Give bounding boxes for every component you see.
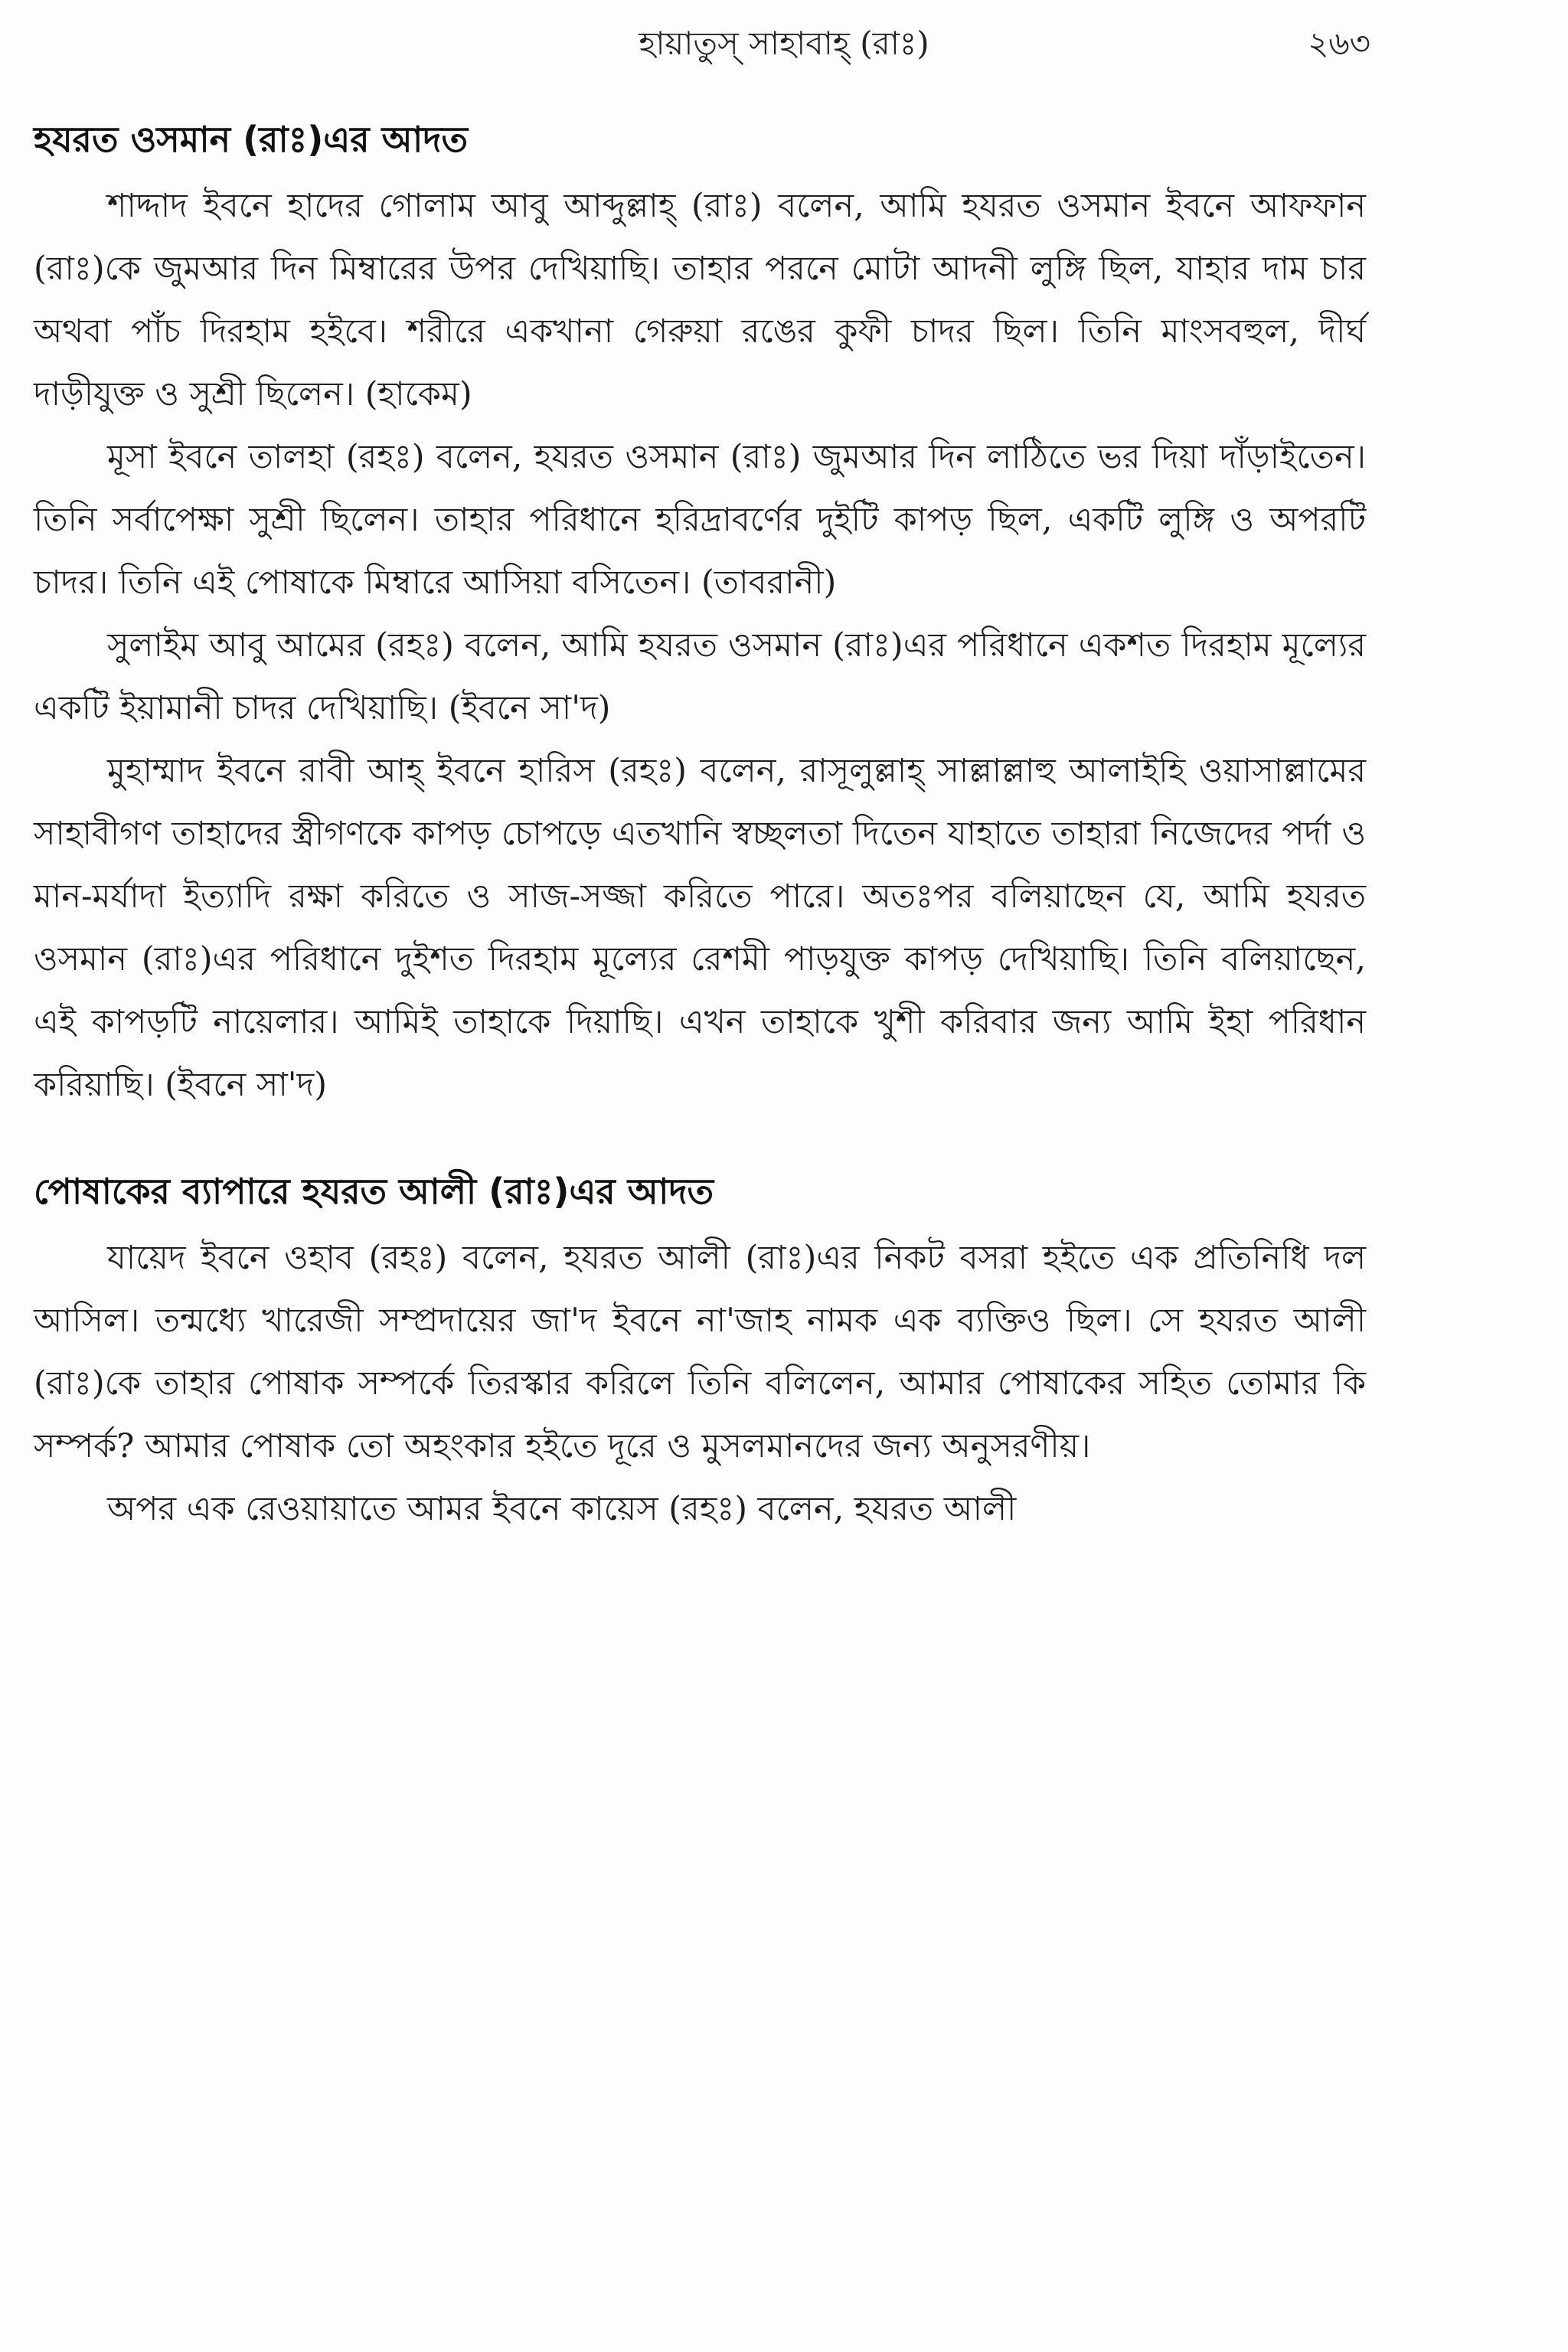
paragraph: মুহাম্মাদ ইবনে রাবী আহ্ ইবনে হারিস (রহঃ) বলেন, রাসূলুল্লাহ্ সাল্লাল্লাহু আলাইহি ওয়াসাল্লামের সাহাবীগণ তাহাদের স্ত্রীগণকে কাপড় চোপড়ে এতখানি স্বচ্ছলতা দিতেন যাহাতে তাহারা নিজেদের পর্দা ও মান-মর্যাদা ইত্যাদি রক্ষা করিতে ও সাজ-সজ্জা করিতে পারে। অতঃপর বলিয়াছেন যে, আমি হযরত ওসমান (রাঃ)এর পরিধানে দুইশত দিরহাম মূল্যের রেশমী পাড়যুক্ত কাপড় দেখিয়াছি। তিনি বলিয়াছেন, এই কাপড়টি নায়েলার। আমিই তাহাকে দিয়াছি। এখন তাহাকে খুশী করিবার জন্য আমি ইহা পরিধান করিয়াছি। (ইবনে সা'দ) bbox=[34, 752, 1366, 1104]
paragraph: শাদ্দাদ ইবনে হাদের গোলাম আবু আব্দুল্লাহ্ (রাঃ) বলেন, আমি হযরত ওসমান ইবনে আফফান (রাঃ)কে জুমআর দিন মিম্বারের উপর দেখিয়াছি। তাহার পরনে মোটা আদনী লুঙ্গি ছিল, যাহার দাম চার অথবা পাঁচ দিরহাম হইবে। শরীরে একখানা গেরুয়া রঙের কুফী চাদর ছিল। তিনি মাংসবহুল, দীর্ঘ দাড়ীযুক্ত ও সুশ্রী ছিলেন। (হাকেম) bbox=[34, 187, 1366, 413]
paragraph: অপর এক রেওয়ায়াতে আমর ইবনে কায়েস (রহঃ) বলেন, হযরত আলী bbox=[107, 1490, 1017, 1528]
body-text bbox=[34, 115, 1366, 1540]
section-heading: পোষাকের ব্যাপারে হযরত আলী (রাঃ)এর আদত bbox=[34, 1171, 714, 1212]
section-ali-clothing-habit bbox=[34, 1167, 1366, 1540]
section-heading: হযরত ওসমান (রাঃ)এর আদত bbox=[34, 119, 468, 160]
paragraph: যায়েদ ইবনে ওহাব (রহঃ) বলেন, হযরত আলী (রাঃ)এর নিকট বসরা হইতে এক প্রতিনিধি দল আসিল। তন্মধ্যে খারেজী সম্প্রদায়ের জা'দ ইবনে না'জাহ নামক এক ব্যক্তিও ছিল। সে হযরত আলী (রাঃ)কে তাহার পোষাক সম্পর্কে তিরস্কার করিলে তিনি বলিলেন, আমার পোষাকের সহিত তোমার কি সম্পর্ক? আমার পোষাক তো অহংকার হইতে দূরে ও মুসলমানদের জন্য অনুসরণীয়। bbox=[34, 1239, 1366, 1465]
page-number: ২৬৩ bbox=[1308, 24, 1370, 62]
paragraph: সুলাইম আবু আমের (রহঃ) বলেন, আমি হযরত ওসমান (রাঃ)এর পরিধানে একশত দিরহাম মূল্যের একটি ইয়ামানী চাদর দেখিয়াছি। (ইবনে সা'দ) bbox=[34, 626, 1366, 727]
running-header bbox=[0, 18, 1568, 72]
paragraph: মূসা ইবনে তালহা (রহঃ) বলেন, হযরত ওসমান (রাঃ) জুমআর দিন লাঠিতে ভর দিয়া দাঁড়াইতেন। তিনি সর্বাপেক্ষা সুশ্রী ছিলেন। তাহার পরিধানে হরিদ্রাবর্ণের দুইটি কাপড় ছিল, একটি লুঙ্গি ও অপরটি চাদর। তিনি এই পোষাকে মিম্বারে আসিয়া বসিতেন। (তাবরানী) bbox=[34, 438, 1366, 602]
running-title: হায়াতুস্ সাহাবাহ্ (রাঃ) bbox=[639, 24, 929, 62]
section-osman-habit bbox=[34, 115, 1366, 1116]
